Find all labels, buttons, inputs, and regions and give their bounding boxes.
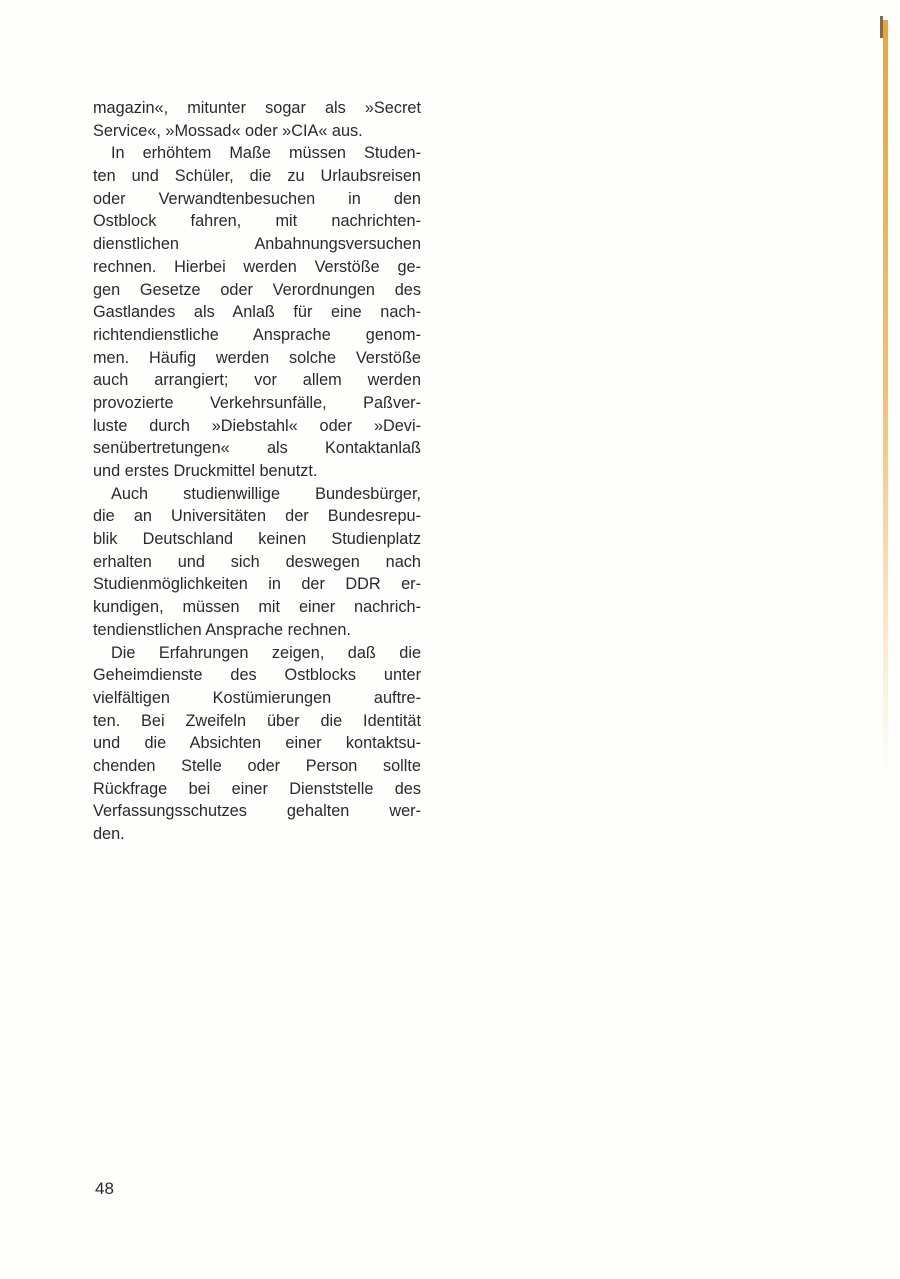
body-text-column xyxy=(93,97,421,846)
text-line: ten. Bei Zweifeln über die Identität xyxy=(93,711,421,730)
text-line: blik Deutschland keinen Studienplatz xyxy=(93,530,421,549)
text-line: Die Erfahrungen zeigen, daß die xyxy=(111,643,421,662)
text-line: Geheimdienste des Ostblocks unter xyxy=(93,666,421,685)
text-line: tendienstlichen Ansprache rechnen. xyxy=(93,620,351,639)
text-line: richtendienstliche Ansprache genom- xyxy=(93,325,421,344)
text-line: Auch studienwillige Bundesbürger, xyxy=(111,484,421,503)
text-line: gen Gesetze oder Verordnungen des xyxy=(93,280,421,299)
text-line: magazin«, mitunter sogar als »Secret xyxy=(93,99,421,117)
text-line: kundigen, müssen mit einer nachrich- xyxy=(93,598,421,617)
text-line: Ostblock fahren, mit nachrichten- xyxy=(93,212,421,231)
text-line: Gastlandes als Anlaß für eine nach- xyxy=(93,303,421,322)
text-line: oder Verwandtenbesuchen in den xyxy=(93,189,421,208)
text-line: und die Absichten einer kontaktsu- xyxy=(93,734,421,753)
text-line: chenden Stelle oder Person sollte xyxy=(93,756,421,775)
text-line: dienstlichen Anbahnungsversuchen xyxy=(93,235,421,254)
text-line: erhalten und sich deswegen nach xyxy=(93,552,421,571)
text-line: Rückfrage bei einer Dienststelle des xyxy=(93,779,421,798)
text-line: die an Universitäten der Bundesrepu- xyxy=(93,507,421,526)
text-line: rechnen. Hierbei werden Verstöße ge- xyxy=(93,257,421,276)
text-line: senübertretungen« als Kontaktanlaß xyxy=(93,439,421,458)
text-line: Service«, »Mossad« oder »CIA« aus. xyxy=(93,121,363,140)
page-number: 48 xyxy=(95,1179,114,1198)
text-line: men. Häufig werden solche Verstöße xyxy=(93,348,421,367)
text-line: vielfältigen Kostümierungen auftre- xyxy=(93,688,421,707)
text-line: den. xyxy=(93,825,125,843)
text-line: provozierte Verkehrsunfälle, Paßver- xyxy=(93,393,421,412)
text-line: Studienmöglichkeiten in der DDR er- xyxy=(93,575,421,594)
text-line: Verfassungsschutzes gehalten wer- xyxy=(93,802,421,821)
text-line: In erhöhtem Maße müssen Studen- xyxy=(111,144,421,163)
text-line: auch arrangiert; vor allem werden xyxy=(93,371,421,390)
text-line: luste durch »Diebstahl« oder »Devi- xyxy=(93,416,421,435)
text-line: und erstes Druckmittel benutzt. xyxy=(93,462,318,480)
text-line: ten und Schüler, die zu Urlaubsreisen xyxy=(93,167,421,186)
page-edge-strip xyxy=(883,20,888,780)
